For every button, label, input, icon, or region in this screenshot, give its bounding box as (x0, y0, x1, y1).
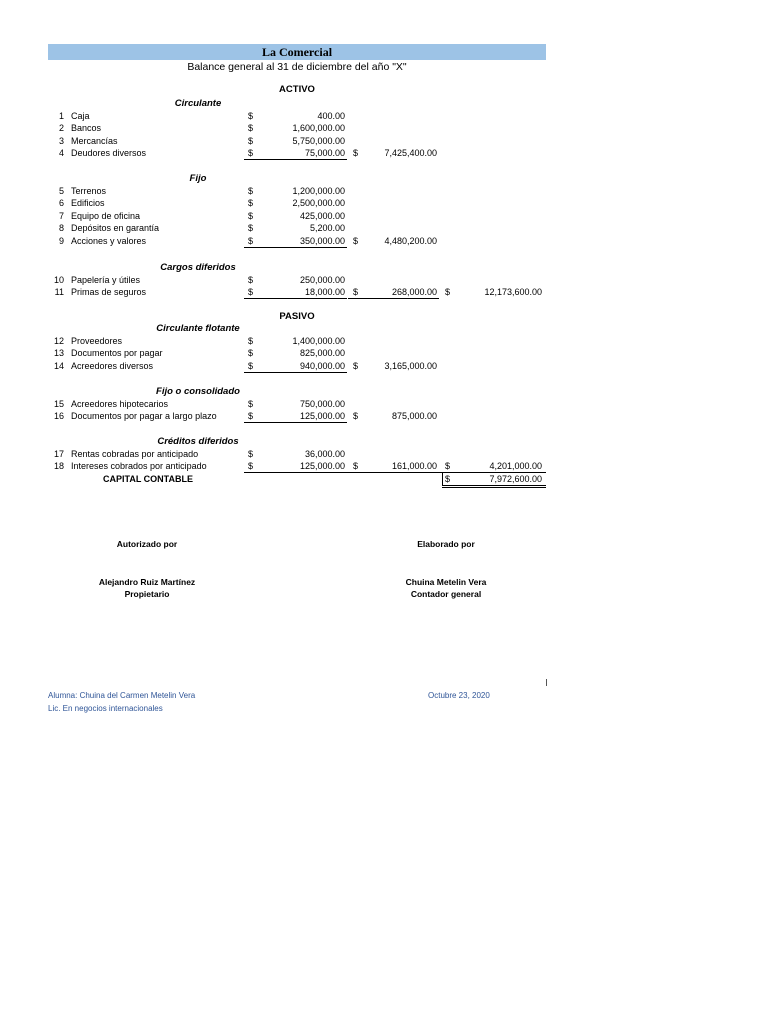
student-name: Alumna: Chuina del Carmen Metelin Vera (48, 691, 196, 700)
account-label: Proveedores (71, 335, 123, 346)
row-number: 15 (53, 398, 64, 409)
currency-sign: $ (445, 287, 451, 298)
account-label: Equipo de oficina (71, 210, 141, 221)
row-number: 12 (53, 335, 64, 346)
currency-sign: $ (353, 411, 359, 422)
account-amount: 825,000.00 (299, 348, 345, 359)
program-name: Lic. En negocios internacionales (48, 704, 163, 713)
preparer-name: Chuina Metelin Vera (405, 577, 487, 587)
subsection-title: Fijo (189, 173, 207, 184)
currency-sign: $ (248, 398, 254, 409)
cell-cursor-mark (546, 679, 547, 686)
account-amount: 940,000.00 (299, 360, 345, 371)
account-amount: 1,200,000.00 (292, 185, 345, 196)
authorizer-role: Propietario (124, 589, 170, 599)
title-bar (48, 44, 546, 60)
account-label: Papelería y útiles (71, 274, 141, 285)
account-amount: 5,200.00 (309, 223, 345, 234)
account-label: Bancos (71, 123, 102, 134)
row-number: 7 (58, 210, 64, 221)
subtotal-amount: 875,000.00 (391, 411, 437, 422)
account-label: Documentos por pagar (71, 348, 163, 359)
account-amount: 750,000.00 (299, 398, 345, 409)
account-amount: 400.00 (317, 110, 345, 121)
account-amount: 425,000.00 (299, 210, 345, 221)
prepared-by-caption: Elaborado por (417, 539, 475, 549)
currency-sign: $ (248, 223, 254, 234)
subsection-title: Créditos diferidos (157, 436, 239, 447)
account-label: Edificios (71, 198, 105, 209)
row-number: 13 (53, 348, 64, 359)
row-number: 18 (53, 461, 64, 472)
currency-sign: $ (248, 123, 254, 134)
account-label: Acreedores diversos (71, 360, 154, 371)
currency-sign: $ (248, 411, 254, 422)
currency-sign: $ (248, 135, 254, 146)
capital-label: CAPITAL CONTABLE (103, 473, 193, 484)
currency-sign: $ (445, 461, 451, 472)
report-subtitle: Balance general al 31 de diciembre del año "X" (187, 61, 407, 73)
subsection-title: Circulante flotante (156, 323, 240, 334)
currency-sign: $ (353, 148, 359, 159)
subsection-title: Cargos diferidos (160, 262, 236, 273)
capital-amount: 7,972,600.00 (489, 473, 542, 484)
account-label: Depósitos en garantía (71, 223, 160, 234)
subtotal-amount: 268,000.00 (391, 287, 437, 298)
account-amount: 125,000.00 (299, 461, 345, 472)
report-date: Octubre 23, 2020 (428, 691, 490, 700)
pasivo-total-amount: 4,201,000.00 (489, 461, 542, 472)
authorized-by-caption: Autorizado por (116, 539, 178, 549)
capital-underline-2 (442, 487, 546, 488)
currency-sign: $ (353, 236, 359, 246)
currency-sign: $ (248, 461, 254, 472)
currency-sign: $ (353, 287, 359, 298)
account-amount: 75,000.00 (304, 148, 345, 159)
row-number: 9 (58, 236, 64, 246)
account-amount: 250,000.00 (299, 274, 345, 285)
section-heading-pasivo: PASIVO (279, 311, 315, 322)
subtotal-amount: 161,000.00 (391, 461, 437, 472)
currency-sign: $ (248, 360, 254, 371)
row-number: 1 (58, 110, 64, 121)
section-heading-activo: ACTIVO (279, 84, 315, 95)
account-amount: 36,000.00 (304, 448, 345, 459)
currency-sign: $ (248, 148, 254, 159)
currency-sign: $ (248, 287, 254, 298)
subtotal-underline (244, 372, 347, 373)
currency-sign: $ (353, 360, 359, 371)
activo-total-amount: 12,173,600.00 (484, 287, 542, 298)
currency-sign: $ (353, 461, 359, 472)
account-amount: 18,000.00 (304, 287, 345, 298)
authorizer-name: Alejandro Ruiz Martínez (98, 577, 196, 587)
row-number: 17 (53, 448, 64, 459)
currency-sign: $ (248, 210, 254, 221)
preparer-role: Contador general (410, 589, 482, 599)
subtotal-underline (244, 247, 347, 248)
row-number: 6 (58, 198, 64, 209)
subtotal-amount: 7,425,400.00 (384, 148, 437, 159)
account-label: Intereses cobrados por anticipado (71, 461, 207, 472)
subtotal-underline (244, 159, 347, 160)
currency-sign: $ (248, 110, 254, 121)
account-label: Acciones y valores (71, 236, 147, 246)
subtotal-underline (244, 298, 347, 299)
activo-total-underline (348, 298, 439, 299)
currency-sign: $ (248, 185, 254, 196)
currency-sign: $ (248, 274, 254, 285)
currency-sign: $ (445, 473, 451, 484)
subtotal-underline (244, 422, 347, 423)
row-number: 14 (53, 360, 64, 371)
currency-sign: $ (248, 448, 254, 459)
row-number: 4 (58, 148, 64, 159)
capital-cell-border (442, 473, 443, 486)
currency-sign: $ (248, 198, 254, 209)
row-number: 16 (53, 411, 64, 422)
account-label: Caja (71, 110, 90, 121)
account-label: Mercancías (71, 135, 118, 146)
currency-sign: $ (248, 335, 254, 346)
row-number: 2 (58, 123, 64, 134)
row-number: 3 (58, 135, 64, 146)
account-amount: 350,000.00 (299, 236, 345, 246)
row-number: 11 (54, 287, 64, 298)
account-label: Acreedores hipotecarios (71, 398, 169, 409)
account-amount: 5,750,000.00 (292, 135, 345, 146)
account-label: Terrenos (71, 185, 107, 196)
account-amount: 2,500,000.00 (292, 198, 345, 209)
company-title: La Comercial (261, 45, 333, 59)
row-number: 8 (58, 223, 64, 234)
currency-sign: $ (248, 236, 254, 246)
row-number: 5 (58, 185, 64, 196)
account-amount: 125,000.00 (299, 411, 345, 422)
subtotal-amount: 4,480,200.00 (384, 236, 437, 246)
account-label: Documentos por pagar a largo plazo (71, 411, 217, 422)
account-label: Rentas cobradas por anticipado (71, 448, 199, 459)
subsection-title: Circulante (174, 98, 222, 109)
account-label: Deudores diversos (71, 148, 147, 159)
account-amount: 1,400,000.00 (292, 335, 345, 346)
account-amount: 1,600,000.00 (292, 123, 345, 134)
subsection-title: Fijo o consolidado (156, 386, 240, 397)
capital-underline-1 (442, 485, 546, 486)
row-number: 10 (53, 274, 64, 285)
account-label: Primas de seguros (71, 287, 147, 298)
currency-sign: $ (248, 348, 254, 359)
subtotal-amount: 3,165,000.00 (384, 360, 437, 371)
